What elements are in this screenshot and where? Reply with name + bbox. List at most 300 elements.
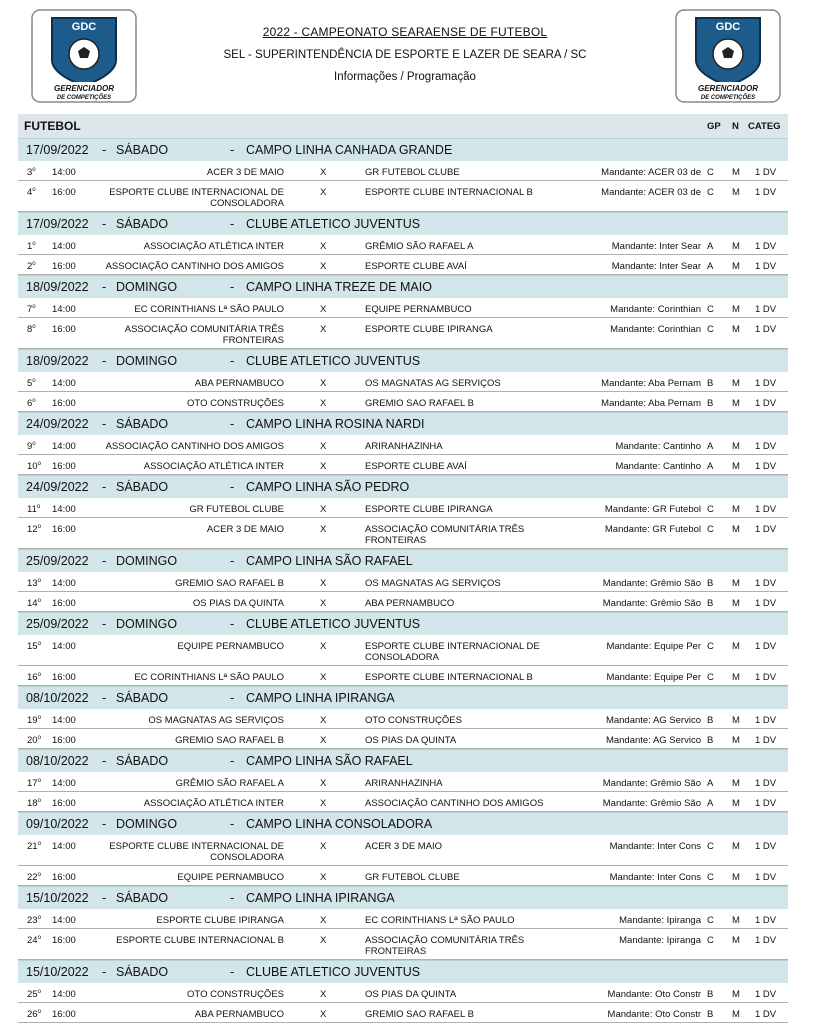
- group-day: DOMINGO: [116, 554, 178, 568]
- match-group: B: [707, 715, 714, 726]
- away-team: OS MAGNATAS AG SERVIÇOS: [365, 378, 501, 389]
- table-row: [18, 772, 788, 792]
- mandante: Mandante: Grêmio São: [602, 598, 701, 609]
- away-team: ESPORTE CLUBE INTERNACIONAL B: [365, 672, 533, 683]
- mandante: Mandante: Cantinho: [615, 461, 701, 472]
- group-venue: CLUBE ATLETICO JUVENTUS: [246, 354, 421, 368]
- home-team: ASSOCIAÇÃO ATLÉTICA INTER: [143, 241, 284, 252]
- mandante: Mandante: ACER 03 de: [601, 187, 701, 198]
- home-team: ESPORTE CLUBE INTERNACIONAL B: [116, 935, 284, 946]
- match-time: 14:00: [52, 578, 76, 589]
- match-number: 2$^o$: [27, 261, 36, 273]
- group-day: SÁBADO: [116, 143, 169, 157]
- table-row: [18, 835, 788, 866]
- separator: -: [102, 891, 107, 905]
- group-venue: CAMPO LINHA SÃO RAFAEL: [246, 754, 413, 768]
- away-team: ESPORTE CLUBE INTERNACIONAL DE CONSOLADORA: [365, 641, 540, 663]
- match-group: A: [707, 261, 714, 272]
- separator: -: [102, 817, 107, 831]
- separator: -: [230, 754, 235, 768]
- group-day: SÁBADO: [116, 217, 169, 231]
- match-time: 14:00: [52, 504, 76, 515]
- versus-mark: X: [320, 378, 327, 389]
- table-row: [18, 572, 788, 592]
- mandante: Mandante: Grêmio São: [602, 778, 701, 789]
- home-team: ACER 3 DE MAIO: [206, 167, 284, 178]
- separator: -: [102, 965, 107, 979]
- match-category: 1 DV: [755, 187, 777, 198]
- match-group: B: [707, 398, 714, 409]
- date-venue-header: [18, 275, 788, 298]
- mandante: Mandante: Corinthian: [610, 304, 701, 315]
- match-n: M: [732, 1009, 740, 1020]
- match-time: 14:00: [52, 241, 76, 252]
- group-date: 24/09/2022: [26, 480, 89, 494]
- versus-mark: X: [320, 641, 327, 652]
- away-team: GR FUTEBOL CLUBE: [365, 872, 460, 883]
- match-category: 1 DV: [755, 989, 777, 1000]
- match-category: 1 DV: [755, 524, 777, 535]
- away-team: OS MAGNATAS AG SERVIÇOS: [365, 578, 501, 589]
- table-row: [18, 983, 788, 1003]
- match-number: 22$^o$: [27, 872, 41, 884]
- group-venue: CAMPO LINHA ROSINA NARDI: [246, 417, 425, 431]
- table-row: [18, 929, 788, 960]
- match-n: M: [732, 524, 740, 535]
- group-venue: CAMPO LINHA IPIRANGA: [246, 691, 395, 705]
- match-group: A: [707, 441, 714, 452]
- table-row: [18, 255, 788, 275]
- away-team: EC CORINTHIANS Lª SÃO PAULO: [365, 915, 515, 926]
- match-time: 16:00: [52, 461, 76, 472]
- match-category: 1 DV: [755, 935, 777, 946]
- away-team: GREMIO SAO RAFAEL B: [365, 398, 474, 409]
- match-group: B: [707, 1009, 714, 1020]
- versus-mark: X: [320, 398, 327, 409]
- versus-mark: X: [320, 672, 327, 683]
- match-n: M: [732, 841, 740, 852]
- match-number: 5$^o$: [27, 378, 36, 390]
- away-team: ABA PERNAMBUCO: [365, 598, 455, 609]
- home-team: GRÊMIO SÃO RAFAEL A: [175, 778, 284, 789]
- separator: -: [102, 617, 107, 631]
- match-group: B: [707, 598, 714, 609]
- mandante: Mandante: Ipiranga: [619, 915, 701, 926]
- match-time: 14:00: [52, 378, 76, 389]
- versus-mark: X: [320, 735, 327, 746]
- header-titles: [150, 0, 660, 83]
- versus-mark: X: [320, 241, 327, 252]
- report-title: 2022 - CAMPEONATO SEARAENSE DE FUTEBOL: [262, 25, 548, 39]
- table-row: [18, 181, 788, 212]
- mandante: Mandante: GR Futebol: [604, 504, 701, 515]
- home-team: ASSOCIAÇÃO CANTINHO DOS AMIGOS: [105, 261, 284, 272]
- match-time: 16:00: [52, 935, 76, 946]
- home-team: GREMIO SAO RAFAEL B: [175, 578, 284, 589]
- gdc-logo-left: [30, 8, 138, 104]
- group-day: SÁBADO: [116, 691, 169, 705]
- match-group: A: [707, 798, 714, 809]
- away-team: ESPORTE CLUBE IPIRANGA: [365, 504, 493, 515]
- match-n: M: [732, 241, 740, 252]
- group-date: 15/10/2022: [26, 891, 89, 905]
- group-date: 18/09/2022: [26, 280, 89, 294]
- match-number: 15$^o$: [27, 641, 41, 653]
- match-group: C: [707, 187, 714, 198]
- date-venue-header: [18, 960, 788, 983]
- versus-mark: X: [320, 504, 327, 515]
- mandante: Mandante: AG Servico: [605, 715, 701, 726]
- group-venue: CAMPO LINHA CANHADA GRANDE: [246, 143, 453, 157]
- match-time: 14:00: [52, 441, 76, 452]
- match-number: 7$^o$: [27, 304, 36, 316]
- table-row: [18, 709, 788, 729]
- match-group: B: [707, 378, 714, 389]
- report-header: [0, 0, 823, 108]
- match-category: 1 DV: [755, 735, 777, 746]
- away-team: GR FUTEBOL CLUBE: [365, 167, 460, 178]
- match-number: 24$^o$: [27, 935, 41, 947]
- separator: -: [102, 417, 107, 431]
- match-n: M: [732, 504, 740, 515]
- table-row: [18, 518, 788, 549]
- home-team: ASSOCIAÇÃO ATLÉTICA INTER: [143, 461, 284, 472]
- home-team: EQUIPE PERNAMBUCO: [177, 872, 284, 883]
- logo-caption-1: GERENCIADOR: [53, 84, 115, 93]
- group-date: 24/09/2022: [26, 417, 89, 431]
- match-category: 1 DV: [755, 441, 777, 452]
- separator: -: [102, 480, 107, 494]
- separator: -: [230, 417, 235, 431]
- versus-mark: X: [320, 324, 327, 335]
- group-venue: CAMPO LINHA SÃO RAFAEL: [246, 554, 413, 568]
- table-row: [18, 392, 788, 412]
- separator: -: [102, 754, 107, 768]
- separator: -: [230, 354, 235, 368]
- date-venue-header: [18, 475, 788, 498]
- versus-mark: X: [320, 167, 327, 178]
- versus-mark: X: [320, 598, 327, 609]
- match-category: 1 DV: [755, 504, 777, 515]
- separator: -: [230, 891, 235, 905]
- match-n: M: [732, 261, 740, 272]
- match-time: 16:00: [52, 872, 76, 883]
- home-team: OTO CONSTRUÇÕES: [187, 989, 284, 1000]
- away-team: ARIRANHAZINHA: [365, 778, 443, 789]
- match-time: 14:00: [52, 915, 76, 926]
- group-venue: CAMPO LINHA CONSOLADORA: [246, 817, 433, 831]
- table-row: [18, 909, 788, 929]
- match-n: M: [732, 398, 740, 409]
- report-subtitle: SEL - SUPERINTENDÊNCIA DE ESPORTE E LAZER DE SEARA / SC: [223, 49, 587, 61]
- match-number: 17$^o$: [27, 778, 41, 790]
- group-day: DOMINGO: [116, 354, 178, 368]
- table-row: [18, 792, 788, 812]
- separator: -: [230, 691, 235, 705]
- away-team: GRÊMIO SÃO RAFAEL A: [365, 241, 474, 252]
- match-time: 16:00: [52, 598, 76, 609]
- match-time: 16:00: [52, 735, 76, 746]
- group-date: 25/09/2022: [26, 554, 89, 568]
- table-row: [18, 498, 788, 518]
- logo-caption-2-right: DE COMPETIÇÕES: [700, 95, 756, 101]
- mandante: Mandante: Inter Cons: [609, 841, 701, 852]
- mandante: Mandante: Oto Constr: [607, 989, 701, 1000]
- versus-mark: X: [320, 441, 327, 452]
- group-venue: CLUBE ATLETICO JUVENTUS: [246, 217, 421, 231]
- home-team: ESPORTE CLUBE INTERNACIONAL DE CONSOLADORA: [109, 841, 284, 863]
- date-venue-header: [18, 212, 788, 235]
- versus-mark: X: [320, 461, 327, 472]
- home-team: ASSOCIAÇÃO ATLÉTICA INTER: [143, 798, 284, 809]
- table-row: [18, 666, 788, 686]
- table-row: [18, 235, 788, 255]
- match-group: C: [707, 915, 714, 926]
- table-row: [18, 729, 788, 749]
- home-team: ESPORTE CLUBE INTERNACIONAL DE CONSOLADORA: [109, 187, 284, 209]
- match-number: 16$^o$: [27, 672, 41, 684]
- group-venue: CLUBE ATLETICO JUVENTUS: [246, 965, 421, 979]
- match-category: 1 DV: [755, 241, 777, 252]
- match-number: 1$^o$: [27, 241, 36, 253]
- match-number: 18$^o$: [27, 798, 41, 810]
- separator: -: [230, 480, 235, 494]
- logo-label: GDC: [71, 21, 97, 33]
- report-section: Informações / Programação: [334, 71, 476, 83]
- mandante: Mandante: Inter Cons: [609, 872, 701, 883]
- home-team: EC CORINTHIANS Lª SÃO PAULO: [134, 304, 284, 315]
- date-venue-header: [18, 749, 788, 772]
- match-category: 1 DV: [755, 672, 777, 683]
- match-number: 23$^o$: [27, 915, 41, 927]
- date-venue-header: [18, 349, 788, 372]
- table-row: [18, 318, 788, 349]
- match-number: 19$^o$: [27, 715, 41, 727]
- match-group: C: [707, 841, 714, 852]
- match-n: M: [732, 735, 740, 746]
- date-venue-header: [18, 886, 788, 909]
- versus-mark: X: [320, 915, 327, 926]
- match-category: 1 DV: [755, 578, 777, 589]
- group-day: DOMINGO: [116, 617, 178, 631]
- match-time: 16:00: [52, 672, 76, 683]
- separator: -: [230, 617, 235, 631]
- home-team: OTO CONSTRUÇÕES: [187, 398, 284, 409]
- home-team: EQUIPE PERNAMBUCO: [177, 641, 284, 652]
- match-time: 16:00: [52, 324, 76, 335]
- match-time: 16:00: [52, 261, 76, 272]
- logo-caption-2: DE COMPETIÇÕES: [56, 95, 112, 101]
- home-team: GR FUTEBOL CLUBE: [189, 504, 284, 515]
- match-n: M: [732, 167, 740, 178]
- date-venue-header: [18, 612, 788, 635]
- home-team: GREMIO SAO RAFAEL B: [175, 735, 284, 746]
- table-row: [18, 1003, 788, 1023]
- group-venue: CLUBE ATLETICO JUVENTUS: [246, 617, 421, 631]
- header-n: N: [732, 121, 739, 132]
- mandante: Mandante: AG Servico: [605, 735, 701, 746]
- separator: -: [102, 354, 107, 368]
- versus-mark: X: [320, 187, 327, 198]
- away-team: ASSOCIAÇÃO COMUNITÁRIA TRÊS FRONTEIRAS: [365, 935, 525, 957]
- match-category: 1 DV: [755, 1009, 777, 1020]
- match-n: M: [732, 915, 740, 926]
- match-time: 14:00: [52, 304, 76, 315]
- away-team: OS PIAS DA QUINTA: [365, 735, 457, 746]
- match-number: 26$^o$: [27, 1009, 41, 1021]
- match-category: 1 DV: [755, 872, 777, 883]
- match-group: C: [707, 167, 714, 178]
- logo-caption-1-right: GERENCIADOR: [697, 84, 759, 93]
- separator: -: [230, 280, 235, 294]
- group-day: SÁBADO: [116, 417, 169, 431]
- gdc-logo-right: [674, 8, 782, 104]
- mandante: Mandante: Inter Sear: [611, 261, 701, 272]
- match-n: M: [732, 578, 740, 589]
- match-n: M: [732, 641, 740, 652]
- match-group: B: [707, 578, 714, 589]
- group-day: SÁBADO: [116, 754, 169, 768]
- versus-mark: X: [320, 935, 327, 946]
- date-venue-header: [18, 549, 788, 572]
- mandante: Mandante: Cantinho: [615, 441, 701, 452]
- match-group: C: [707, 304, 714, 315]
- date-venue-header: [18, 686, 788, 709]
- match-category: 1 DV: [755, 598, 777, 609]
- sport-label: FUTEBOL: [24, 119, 81, 133]
- match-n: M: [732, 324, 740, 335]
- away-team: ACER 3 DE MAIO: [365, 841, 443, 852]
- table-row: [18, 455, 788, 475]
- match-group: A: [707, 461, 714, 472]
- table-row: [18, 435, 788, 455]
- match-category: 1 DV: [755, 461, 777, 472]
- versus-mark: X: [320, 304, 327, 315]
- table-row: [18, 298, 788, 318]
- versus-mark: X: [320, 798, 327, 809]
- match-n: M: [732, 304, 740, 315]
- versus-mark: X: [320, 261, 327, 272]
- match-number: 14$^o$: [27, 598, 41, 610]
- away-team: ASSOCIAÇÃO CANTINHO DOS AMIGOS: [365, 798, 544, 809]
- match-group: C: [707, 672, 714, 683]
- match-category: 1 DV: [755, 798, 777, 809]
- match-number: 9$^o$: [27, 441, 36, 453]
- group-day: SÁBADO: [116, 891, 169, 905]
- separator: -: [102, 280, 107, 294]
- separator: -: [102, 143, 107, 157]
- versus-mark: X: [320, 841, 327, 852]
- away-team: ESPORTE CLUBE IPIRANGA: [365, 324, 493, 335]
- mandante: Mandante: Aba Pernam: [601, 398, 701, 409]
- match-time: 14:00: [52, 778, 76, 789]
- separator: -: [102, 691, 107, 705]
- match-group: C: [707, 872, 714, 883]
- match-category: 1 DV: [755, 915, 777, 926]
- separator: -: [230, 143, 235, 157]
- match-n: M: [732, 935, 740, 946]
- match-time: 14:00: [52, 715, 76, 726]
- separator: -: [102, 554, 107, 568]
- group-date: 18/09/2022: [26, 354, 89, 368]
- match-number: 20$^o$: [27, 735, 41, 747]
- match-number: 4$^o$: [27, 187, 36, 199]
- match-group: B: [707, 735, 714, 746]
- match-number: 10$^o$: [27, 461, 41, 473]
- group-date: 25/09/2022: [26, 617, 89, 631]
- separator: -: [102, 217, 107, 231]
- match-n: M: [732, 672, 740, 683]
- match-group: C: [707, 935, 714, 946]
- group-day: DOMINGO: [116, 280, 178, 294]
- home-team: ABA PERNAMBUCO: [194, 1009, 284, 1020]
- versus-mark: X: [320, 715, 327, 726]
- away-team: GREMIO SAO RAFAEL B: [365, 1009, 474, 1020]
- match-number: 12$^o$: [27, 524, 41, 536]
- match-group: B: [707, 989, 714, 1000]
- date-venue-header: [18, 812, 788, 835]
- match-group: C: [707, 324, 714, 335]
- away-team: ESPORTE CLUBE INTERNACIONAL B: [365, 187, 533, 198]
- match-category: 1 DV: [755, 167, 777, 178]
- match-category: 1 DV: [755, 261, 777, 272]
- match-n: M: [732, 778, 740, 789]
- versus-mark: X: [320, 872, 327, 883]
- date-venue-header: [18, 412, 788, 435]
- mandante: Mandante: Inter Sear: [611, 241, 701, 252]
- match-number: 25$^o$: [27, 989, 41, 1001]
- match-time: 16:00: [52, 1009, 76, 1020]
- group-date: 08/10/2022: [26, 691, 89, 705]
- mandante: Mandante: Equipe Per: [606, 641, 701, 652]
- away-team: ESPORTE CLUBE AVAÍ: [365, 261, 467, 272]
- match-group: A: [707, 778, 714, 789]
- home-team: OS MAGNATAS AG SERVIÇOS: [148, 715, 284, 726]
- schedule-list: [18, 138, 788, 1023]
- match-number: 11$^o$: [27, 504, 41, 516]
- mandante: Mandante: Corinthian: [610, 324, 701, 335]
- match-category: 1 DV: [755, 778, 777, 789]
- match-category: 1 DV: [755, 398, 777, 409]
- mandante: Mandante: Grêmio São: [602, 798, 701, 809]
- group-date: 15/10/2022: [26, 965, 89, 979]
- match-n: M: [732, 798, 740, 809]
- away-team: ARIRANHAZINHA: [365, 441, 443, 452]
- match-category: 1 DV: [755, 304, 777, 315]
- match-n: M: [732, 378, 740, 389]
- group-day: DOMINGO: [116, 817, 178, 831]
- away-team: ESPORTE CLUBE AVAÍ: [365, 461, 467, 472]
- match-category: 1 DV: [755, 715, 777, 726]
- separator: -: [230, 965, 235, 979]
- match-time: 14:00: [52, 989, 76, 1000]
- match-time: 14:00: [52, 641, 76, 652]
- date-venue-header: [18, 138, 788, 161]
- match-time: 16:00: [52, 187, 76, 198]
- mandante: Mandante: Ipiranga: [619, 935, 701, 946]
- versus-mark: X: [320, 578, 327, 589]
- home-team: ASSOCIAÇÃO COMUNITÁRIA TRÊS FRONTEIRAS: [124, 324, 284, 346]
- home-team: ASSOCIAÇÃO CANTINHO DOS AMIGOS: [105, 441, 284, 452]
- table-row: [18, 866, 788, 886]
- match-category: 1 DV: [755, 324, 777, 335]
- group-date: 17/09/2022: [26, 143, 89, 157]
- match-time: 14:00: [52, 841, 76, 852]
- versus-mark: X: [320, 778, 327, 789]
- match-n: M: [732, 715, 740, 726]
- group-venue: CAMPO LINHA IPIRANGA: [246, 891, 395, 905]
- group-date: 17/09/2022: [26, 217, 89, 231]
